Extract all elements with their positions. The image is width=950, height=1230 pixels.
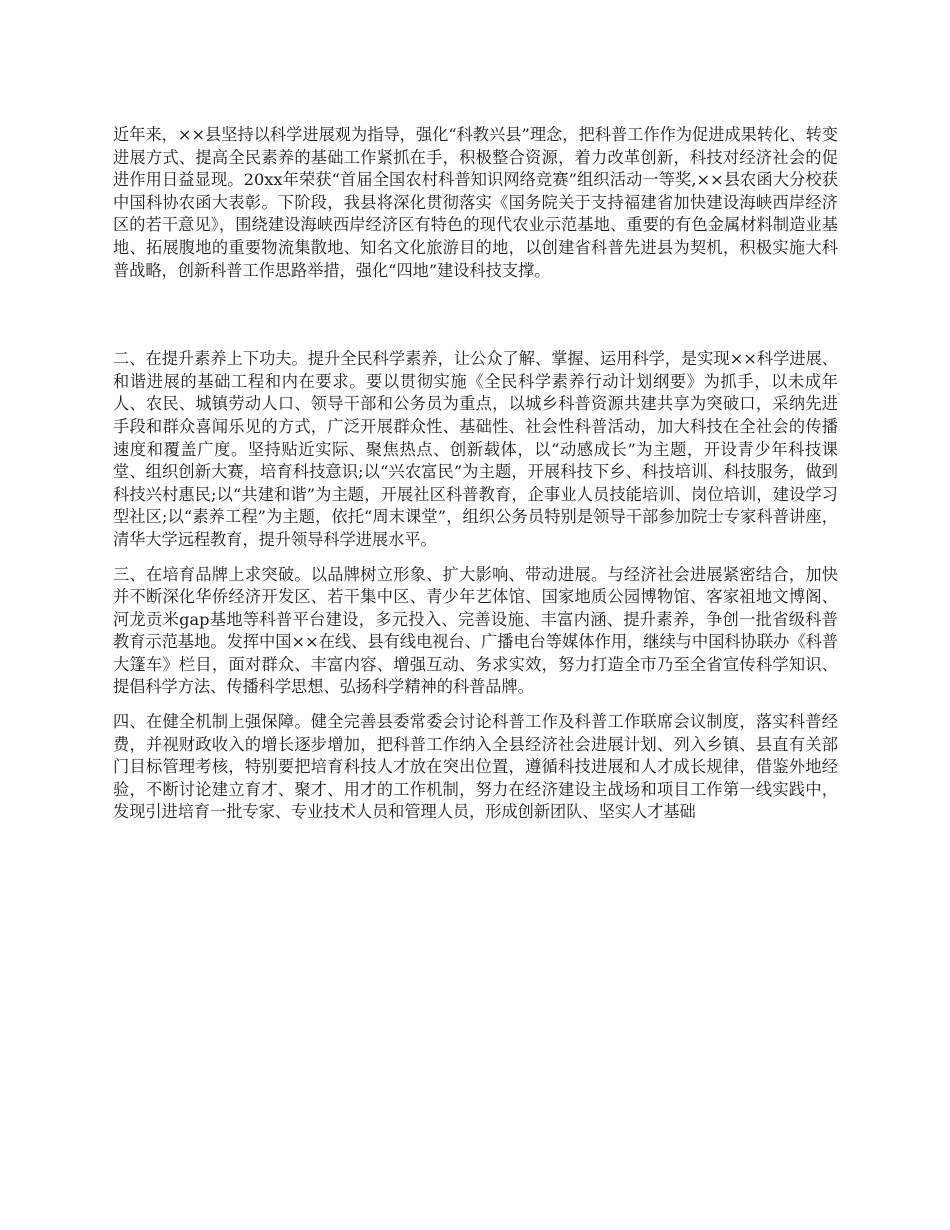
- paragraph-section-two: 二、在提升素养上下功夫。提升全民科学素养，让公众了解、掌握、运用科学，是实现××科学进展、和谐进展的基础工程和内在要求。要以贯彻实施《全民科学素养行动计划纲要》为抓手，以未成年人、农民、城镇劳动人口、领导干部和公务员为重点，以城乡科普资源共建共享为突破口，采纳先进手段和群众喜闻乐见的方式，广泛开展群众性、基础性、社会性科普活动，加大科技在全社会的传播速度和覆盖广度。坚持贴近实际、聚焦热点、创新载体，以“动感成长”为主题，开设青少年科技课堂、组织创新大赛，培育科技意识;以“兴农富民”为主题，开展科技下乡、科技培训、科技服务，做到科技兴村惠民;以“共建和谐”为主题，开展社区科普教育，企事业人员技能培训、岗位培训，建设学习型社区;以“素养工程”为主题，依托“周末课堂”，组织公务员特别是领导干部参加院士专家科普讲座，清华大学远程教育，提升领导科学进展水平。: [113, 349, 838, 549]
- document-body: [113, 124, 838, 824]
- paragraph-section-three: 三、在培育品牌上求突破。以品牌树立形象、扩大影响、带动进展。与经济社会进展紧密结合，加快并不断深化华侨经济开发区、若干集中区、青少年艺体馆、国家地质公园博物馆、客家祖地文博阁、河龙贡米gap基地等科普平台建设，多元投入、完善设施、丰富内涵、提升素养，争创一批省级科普教育示范基地。发挥中国××在线、县有线电视台、广播电台等媒体作用，继续与中国科协联办《科普大篷车》栏目，面对群众、丰富内容、增强互动、务求实效，努力打造全市乃至全省宣传科学知识、提倡科学方法、传播科学思想、弘扬科学精神的科普品牌。: [113, 564, 838, 697]
- paragraph-intro: 近年来，××县坚持以科学进展观为指导，强化“科教兴县”理念，把科普工作作为促进成果转化、转变进展方式、提高全民素养的基础工作紧抓在手，积极整合资源，着力改革创新，科技对经济社会的促进作用日益显现。20xx年荣获“首届全国农村科普知识网络竞赛”组织活动一等奖,××县农函大分校获中国科协农函大表彰。下阶段，我县将深化贯彻落实《国务院关于支持福建省加快建设海峡西岸经济区的若干意见》，围绕建设海峡西岸经济区有特色的现代农业示范基地、重要的有色金属材料制造业基地、拓展腹地的重要物流集散地、知名文化旅游目的地，以创建省科普先进县为契机，积极实施大科普战略，创新科普工作思路举措，强化“四地”建设科技支撑。: [113, 125, 838, 280]
- paragraph-section-four: 四、在健全机制上强保障。健全完善县委常委会讨论科普工作及科普工作联席会议制度，落实科普经费，并视财政收入的增长逐步增加，把科普工作纳入全县经济社会进展计划、列入乡镇、县直有关部门目标管理考核，特别要把培育科技人才放在突出位置，遵循科技进展和人才成长规律，借鉴外地经验，不断讨论建立育才、聚才、用才的工作机制，努力在经济建设主战场和项目工作第一线实践中，发现引进培育一批专家、专业技术人员和管理人员，形成创新团队、坚实人才基础: [113, 712, 838, 822]
